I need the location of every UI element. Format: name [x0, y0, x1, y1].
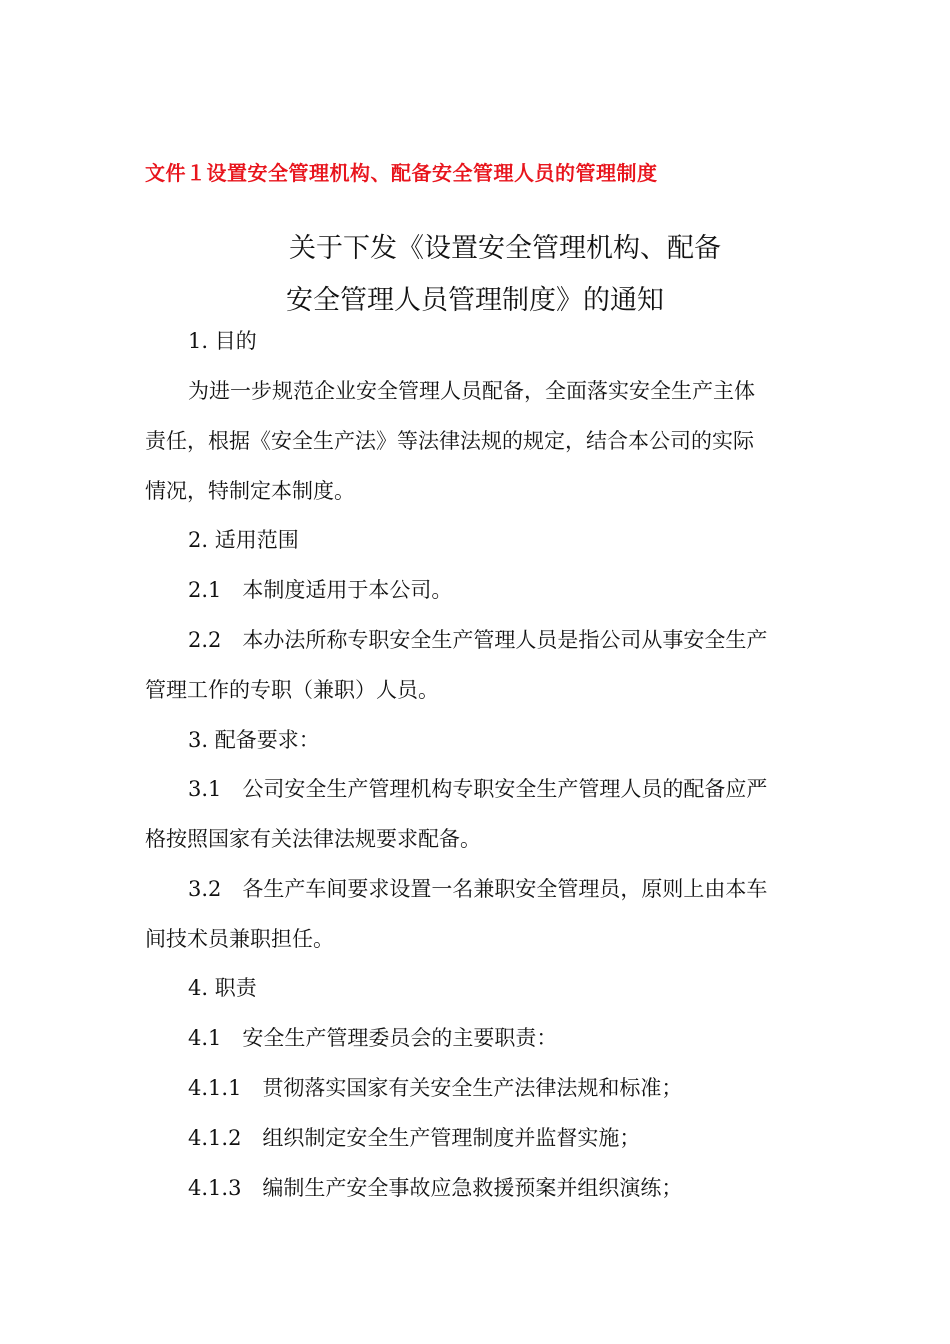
- section-heading-scope: 2. 适用范围: [188, 528, 299, 552]
- clause-4-1-1: 4.1.1 贯彻落实国家有关安全生产法律法规和标准；: [188, 1076, 683, 1100]
- notice-title-line-2: 安全管理人员管理制度》的通知: [286, 285, 664, 316]
- body-text-line: 间技术员兼职担任。: [145, 927, 334, 951]
- section-heading-duties: 4. 职责: [188, 976, 257, 1000]
- file-heading: 文件１设置安全管理机构、配备安全管理人员的管理制度: [145, 161, 658, 185]
- section-heading-requirements: 3. 配备要求：: [188, 728, 320, 752]
- body-text-line: 责任，根据《安全生产法》等法律法规的规定，结合本公司的实际: [145, 429, 754, 453]
- body-text-line: 为进一步规范企业安全管理人员配备，全面落实安全生产主体: [188, 379, 755, 403]
- body-text-line: 格按照国家有关法律法规要求配备。: [145, 827, 481, 851]
- clause-2-2: 2.2 本办法所称专职安全生产管理人员是指公司从事安全生产: [188, 628, 768, 652]
- clause-2-1: 2.1 本制度适用于本公司。: [188, 578, 453, 602]
- clause-3-1: 3.1 公司安全生产管理机构专职安全生产管理人员的配备应严: [188, 777, 768, 801]
- clause-4-1-3: 4.1.3 编制生产安全事故应急救援预案并组织演练；: [188, 1176, 683, 1200]
- body-text-line: 情况，特制定本制度。: [145, 479, 355, 503]
- clause-4-1: 4.1 安全生产管理委员会的主要职责：: [188, 1026, 558, 1050]
- notice-title-line-1: 关于下发《设置安全管理机构、配备: [289, 233, 721, 264]
- body-text-line: 管理工作的专职（兼职）人员。: [145, 678, 439, 702]
- clause-4-1-2: 4.1.2 组织制定安全生产管理制度并监督实施；: [188, 1126, 641, 1150]
- section-heading-purpose: 1. 目的: [188, 329, 257, 353]
- clause-3-2: 3.2 各生产车间要求设置一名兼职安全管理员，原则上由本车: [188, 877, 768, 901]
